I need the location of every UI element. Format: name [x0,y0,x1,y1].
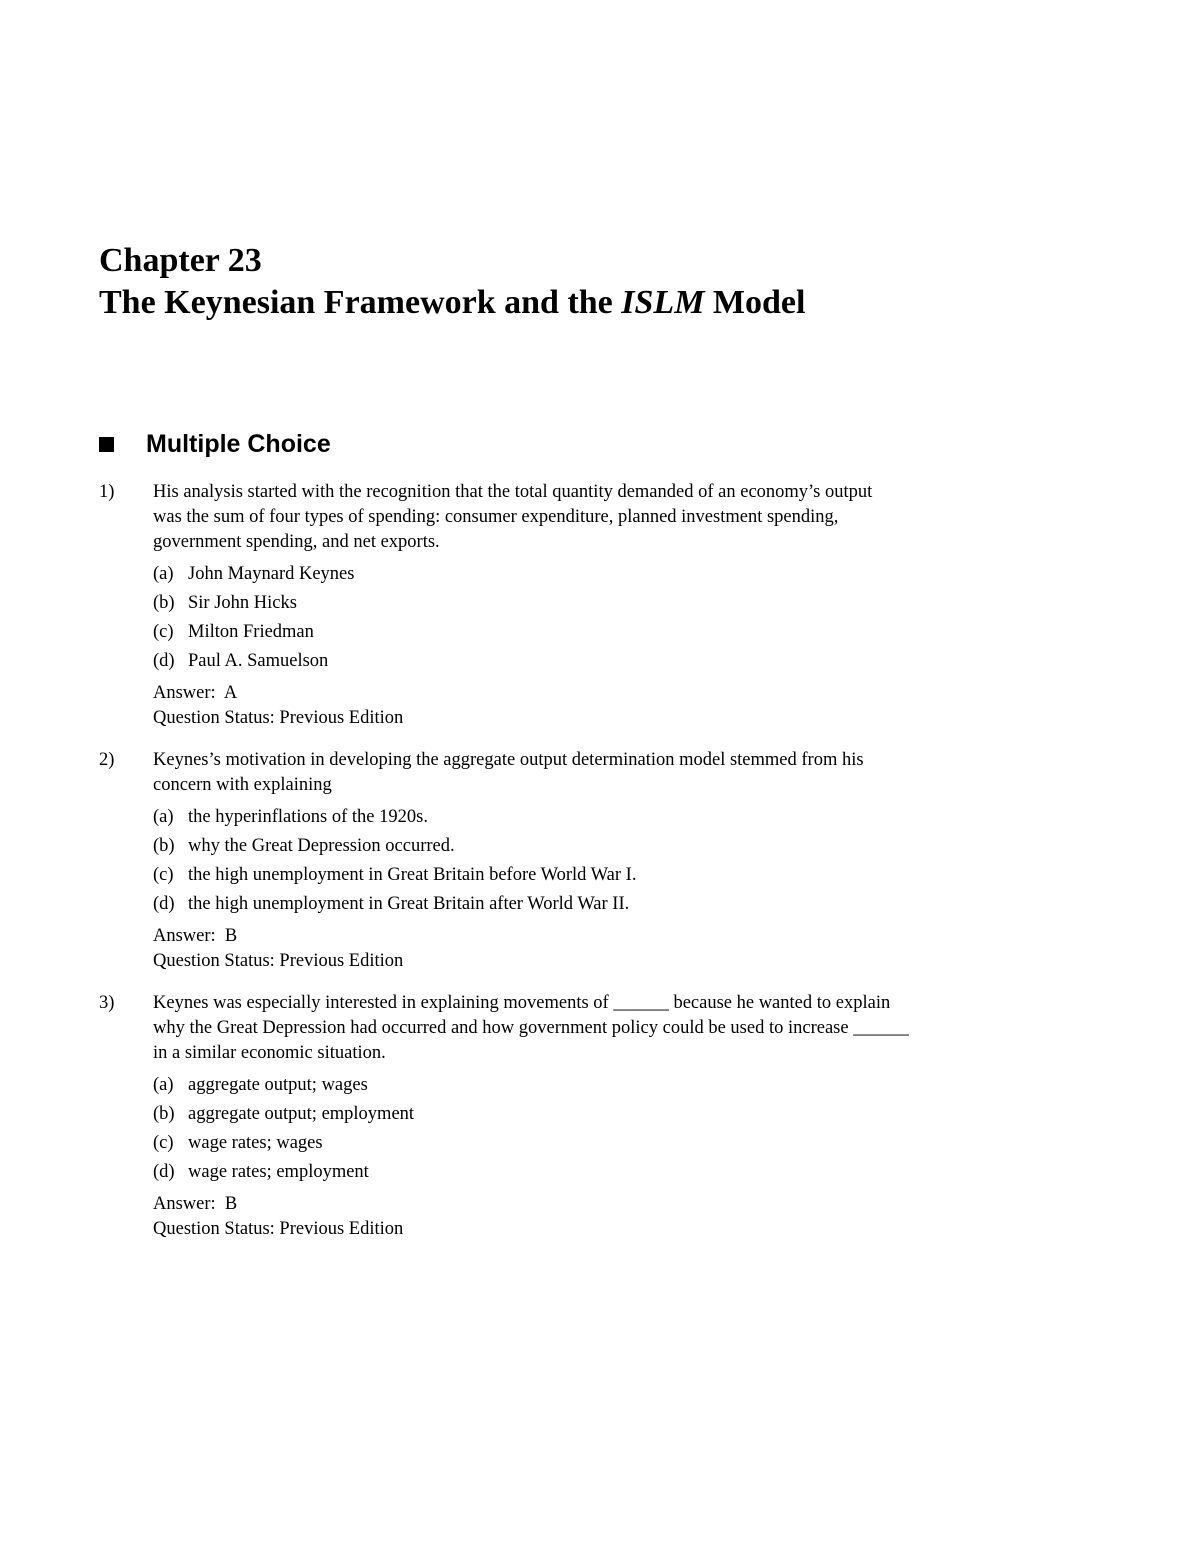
option-text: the high unemployment in Great Britain after World War II. [188,894,630,914]
question-3 [99,991,1039,1242]
chapter-heading [99,240,805,324]
answer-key: Answer: B [153,1194,238,1214]
option-letter: (a) [153,1075,174,1095]
filled-square-icon [99,437,114,452]
option-c [153,861,1039,890]
option-letter: (c) [153,1133,174,1153]
section-heading [99,428,331,460]
option-letter: (c) [153,865,174,885]
question-line: concern with explaining [153,775,332,795]
option-d [153,890,1039,919]
option-letter: (b) [153,1104,175,1124]
option-a [153,803,1039,832]
option-letter: (d) [153,651,175,671]
option-c [153,618,1039,647]
question-text [153,991,1039,1066]
question-line: why the Great Depression had occurred and how government policy could be used to increase ______ [153,1018,909,1038]
option-letter: (b) [153,836,175,856]
option-letter: (d) [153,894,175,914]
option-list [153,1071,1039,1187]
option-d [153,1158,1039,1187]
chapter-title-start: The Keynesian Framework and the [99,284,622,321]
question-text [153,480,1039,555]
question-2 [99,748,1039,974]
question-status: Question Status: Previous Edition [153,708,404,728]
option-c [153,1129,1039,1158]
chapter-number: Chapter 23 [99,242,262,279]
option-text: the hyperinflations of the 1920s. [188,807,428,827]
option-text: aggregate output; employment [188,1104,415,1124]
option-text: Paul A. Samuelson [188,651,329,671]
question-line: government spending, and net exports. [153,532,440,552]
chapter-title-italic: ISLM [621,284,705,321]
option-text: wage rates; wages [188,1133,323,1153]
option-a [153,560,1039,589]
option-text: the high unemployment in Great Britain before World War I. [188,865,637,885]
answer-block [153,924,1039,974]
option-text: aggregate output; wages [188,1075,368,1095]
question-number: 2) [99,750,115,770]
question-status: Question Status: Previous Edition [153,951,404,971]
option-b [153,589,1039,618]
answer-block [153,1192,1039,1242]
option-d [153,647,1039,676]
option-list [153,560,1039,676]
option-b [153,832,1039,861]
answer-key: Answer: A [153,683,238,703]
option-text: John Maynard Keynes [188,564,355,584]
option-letter: (a) [153,564,174,584]
option-text: wage rates; employment [188,1162,369,1182]
question-line: His analysis started with the recognition that the total quantity demanded of an economy’s output [153,482,873,502]
option-text: Milton Friedman [188,622,314,642]
answer-key: Answer: B [153,926,238,946]
question-line: Keynes’s motivation in developing the aggregate output determination model stemmed from his [153,750,864,770]
chapter-title-end: Model [704,284,806,321]
option-letter: (d) [153,1162,175,1182]
option-b [153,1100,1039,1129]
question-status: Question Status: Previous Edition [153,1219,404,1239]
option-letter: (a) [153,807,174,827]
option-letter: (c) [153,622,174,642]
section-label: Multiple Choice [146,429,331,458]
question-line: Keynes was especially interested in explaining movements of ______ because he wanted to explain [153,993,891,1013]
option-a [153,1071,1039,1100]
option-text: Sir John Hicks [188,593,297,613]
option-letter: (b) [153,593,175,613]
option-text: why the Great Depression occurred. [188,836,455,856]
option-list [153,803,1039,919]
question-text [153,748,1039,798]
chapter-title [99,282,805,324]
question-line: was the sum of four types of spending: consumer expenditure, planned investment spending, [153,507,839,527]
question-number: 1) [99,482,115,502]
question-1 [99,480,1039,731]
question-line: in a similar economic situation. [153,1043,386,1063]
question-number: 3) [99,993,115,1013]
answer-block [153,681,1039,731]
